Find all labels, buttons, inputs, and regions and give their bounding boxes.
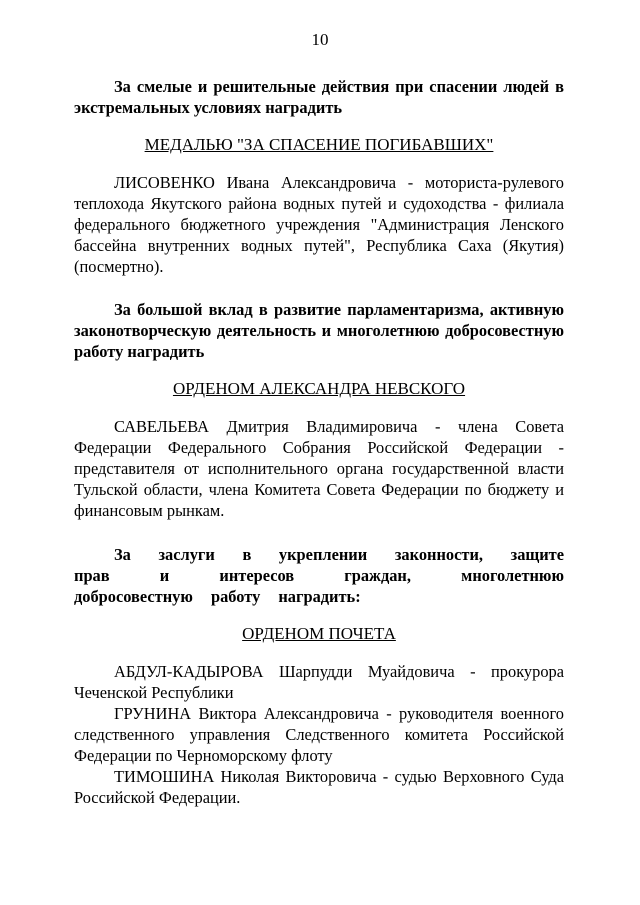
recipient-entry: АБДУЛ-КАДЫРОВА Шарпудди Муайдовича - прокурора Чеченской Республики: [74, 662, 564, 702]
document-body: [74, 76, 564, 808]
recipient-entry: ТИМОШИНА Николая Викторовича - судью Верховного Суда Российской Федерации.: [74, 767, 564, 807]
award-reason: За смелые и решительные действия при спасении людей в экстремальных условиях наградить: [74, 77, 564, 117]
award-title: ОРДЕНОМ АЛЕКСАНДРА НЕВСКОГО: [172, 379, 466, 398]
award-title: ОРДЕНОМ ПОЧЕТА: [242, 624, 396, 643]
page-number: 10: [311, 30, 329, 49]
award-reason: За заслуги в укреплении законности, защите прав и интересов граждан, многолетнюю добросовестную работу наградить:: [74, 545, 564, 606]
award-reason: За большой вклад в развитие парламентаризма, активную законотворческую деятельность и многолетнюю добросовестную работу наградить: [74, 300, 564, 361]
recipient-entry: ЛИСОВЕНКО Ивана Александровича - моториста-рулевого теплохода Якутского района водных путей и судоходства - филиала федерального бюджетного учреждения "Администрация Ленского бассейна внутренних водных путей", Республика Саха (Якутия) (посмертно).: [74, 173, 564, 276]
award-title: МЕДАЛЬЮ "ЗА СПАСЕНИЕ ПОГИБАВШИХ": [144, 135, 494, 154]
recipient-entry: ГРУНИНА Виктора Александровича - руководителя военного следственного управления Следственного комитета Российской Федерации по Черноморскому флоту: [74, 704, 564, 765]
recipient-entry: САВЕЛЬЕВА Дмитрия Владимировича - члена Совета Федерации Федерального Собрания Российской Федерации - представителя от исполнительного органа государственной власти Тульской области, члена Комитета Совета Федерации по бюджету и финансовым рынкам.: [74, 417, 564, 520]
